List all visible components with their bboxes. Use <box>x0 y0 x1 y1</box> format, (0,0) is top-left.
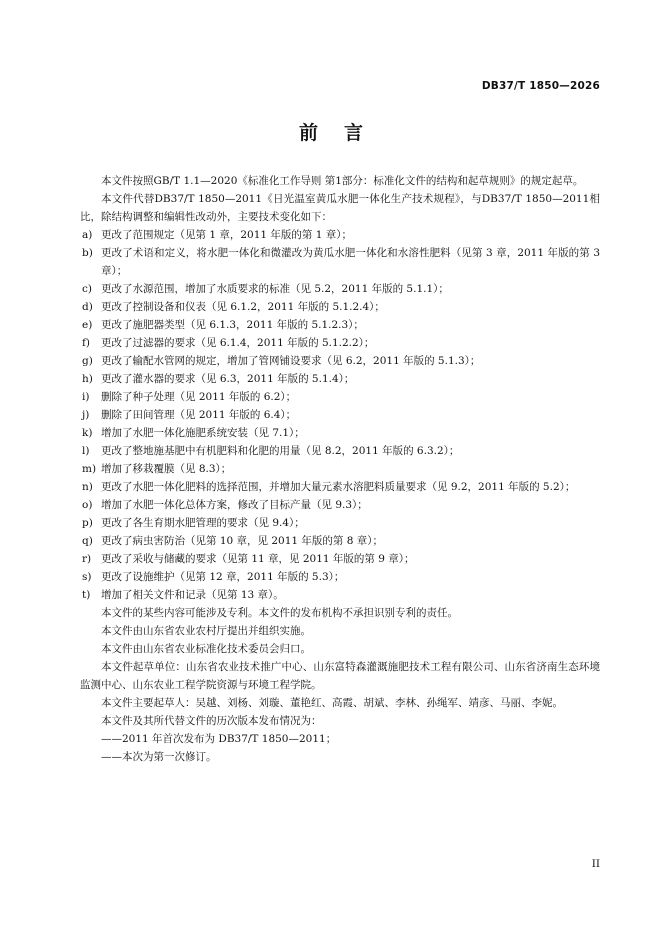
list-marker: p) <box>82 517 93 529</box>
list-item-text: 更改了控制设备和仪表（见 6.1.2，2011 年版的 5.1.2.4）； <box>101 301 385 313</box>
list-item-text: 删除了田间管理（见 2011 年版的 6.4）； <box>101 409 297 421</box>
list-item <box>80 532 600 550</box>
list-item <box>80 352 600 370</box>
list-item <box>80 334 600 352</box>
list-marker: r) <box>82 553 92 565</box>
history-intro: 本文件及其所代替文件的历次版本发布情况为： <box>101 715 322 727</box>
technical-changes-list <box>80 226 600 604</box>
list-marker: i) <box>82 391 90 403</box>
list-marker: l) <box>82 445 90 457</box>
list-item-text: 更改了整地施基肥中有机肥料和化肥的用量（见 8.2，2011 年版的 6.3.2）； <box>101 445 460 457</box>
list-item-text: 更改了水肥一体化肥料的选择范围，并增加大量元素水溶肥料质量要求（见 9.2，2011 年版的 5.2）； <box>101 481 576 493</box>
list-item <box>80 550 600 568</box>
list-item-text: 增加了水肥一体化总体方案，修改了目标产量（见 9.3）； <box>101 499 368 511</box>
list-item <box>80 298 600 316</box>
committee-statement: 本文件由山东省农业标准化技术委员会归口。 <box>101 643 311 655</box>
page-title: 前言 <box>298 122 389 144</box>
patent-statement: 本文件的某些内容可能涉及专利。本文件的发布机构不承担识别专利的责任。 <box>101 607 458 619</box>
list-item <box>80 244 600 280</box>
list-marker: o) <box>82 499 93 511</box>
list-item <box>80 586 600 604</box>
list-item <box>80 406 600 424</box>
list-item-text: 更改了水源范围，增加了水质要求的标准（见 5.2，2011 年版的 5.1.1）； <box>101 283 449 295</box>
list-item-text: 更改了采收与储藏的要求（见第 11 章，见 2011 年版的第 9 章）； <box>101 553 415 565</box>
list-item-text: 增加了移栽覆膜（见 8.3）； <box>101 463 232 475</box>
list-marker: s) <box>82 571 92 583</box>
list-item <box>80 226 600 244</box>
list-item-text: 更改了施肥器类型（见 6.1.3，2011 年版的 5.1.2.3）； <box>101 319 364 331</box>
list-item <box>80 460 600 478</box>
list-marker: d) <box>82 301 93 313</box>
list-marker: g) <box>82 355 93 367</box>
drafters: 本文件主要起草人：吴越、刘杨、刘璇、董艳红、高霞、胡斌、李林、孙绳军、靖彦、马丽、李妮。 <box>101 697 563 709</box>
list-item-text: 更改了灌水器的要求（见 6.3，2011 年版的 5.1.4）； <box>101 373 355 385</box>
list-item <box>80 424 600 442</box>
list-item-text: 更改了病虫害防治（见第 10 章，见 2011 年版的第 8 章）； <box>101 535 384 547</box>
list-item <box>80 568 600 586</box>
list-marker: t) <box>82 589 91 601</box>
list-marker: q) <box>82 535 93 547</box>
list-item-text: 删除了种子处理（见 2011 年版的 6.2）； <box>101 391 297 403</box>
list-item-text: 更改了设施维护（见第 12 章，2011 年版的 5.3）； <box>101 571 345 583</box>
list-marker: c) <box>82 283 92 295</box>
list-item <box>80 316 600 334</box>
list-marker: b) <box>82 247 93 259</box>
list-item-text: 更改了输配水管网的规定，增加了管网铺设要求（见 6.2，2011 年版的 5.1.3）； <box>101 355 481 367</box>
drafting-units: 本文件起草单位：山东省农业技术推广中心、山东富特森灌溉施肥技术工程有限公司、山东省济南生态环境监测中心、山东农业工程学院资源与环境工程学院。 <box>80 661 600 691</box>
list-item-text: 更改了术语和定义，将水肥一体化和微灌改为黄瓜水肥一体化和水溶性肥料（见第 3 章，2011 年版的第 3 章）； <box>101 247 600 277</box>
list-item-text: 更改了各生育期水肥管理的要求（见 9.4）； <box>101 517 305 529</box>
document-code: DB37/T 1850—2026 <box>481 80 600 92</box>
list-item-text: 更改了范围规定（见第 1 章，2011 年版的第 1 章）； <box>101 229 353 241</box>
proposer-statement: 本文件由山东省农业农村厅提出并组织实施。 <box>101 625 311 637</box>
page-number: II <box>591 858 600 870</box>
list-marker: f) <box>82 337 90 349</box>
list-item-text: 增加了水肥一体化施肥系统安装（见 7.1）； <box>101 427 305 439</box>
list-item-text: 更改了过滤器的要求（见 6.1.4，2011 年版的 5.1.2.2）； <box>101 337 375 349</box>
list-item <box>80 388 600 406</box>
list-item <box>80 370 600 388</box>
intro-paragraph-drafting-rules: 本文件按照GB/T 1.1—2020《标准化工作导则 第1部分：标准化文件的结构和起草规则》的规定起草。 <box>101 175 584 187</box>
list-item-text: 增加了相关文件和记录（见第 13 章）。 <box>101 589 284 601</box>
foreword-body <box>80 172 600 766</box>
list-item <box>80 478 600 496</box>
intro-paragraph-replacement: 本文件代替DB37/T 1850—2011《日光温室黄瓜水肥一体化生产技术规程》，与DB37/T 1850—2011相比，除结构调整和编辑性改动外，主要技术变化如下： <box>80 193 600 223</box>
list-item <box>80 280 600 298</box>
list-marker: h) <box>82 373 93 385</box>
list-item <box>80 442 600 460</box>
list-marker: e) <box>82 319 93 331</box>
history-entry: ——2011 年首次发布为 DB37/T 1850—2011； <box>101 733 337 745</box>
list-marker: n) <box>82 481 93 493</box>
list-marker: j) <box>82 409 90 421</box>
history-entry: ——本次为第一次修订。 <box>101 751 217 763</box>
list-marker: a) <box>82 229 93 241</box>
list-item <box>80 514 600 532</box>
list-item <box>80 496 600 514</box>
list-marker: m) <box>82 463 97 475</box>
list-marker: k) <box>82 427 93 439</box>
